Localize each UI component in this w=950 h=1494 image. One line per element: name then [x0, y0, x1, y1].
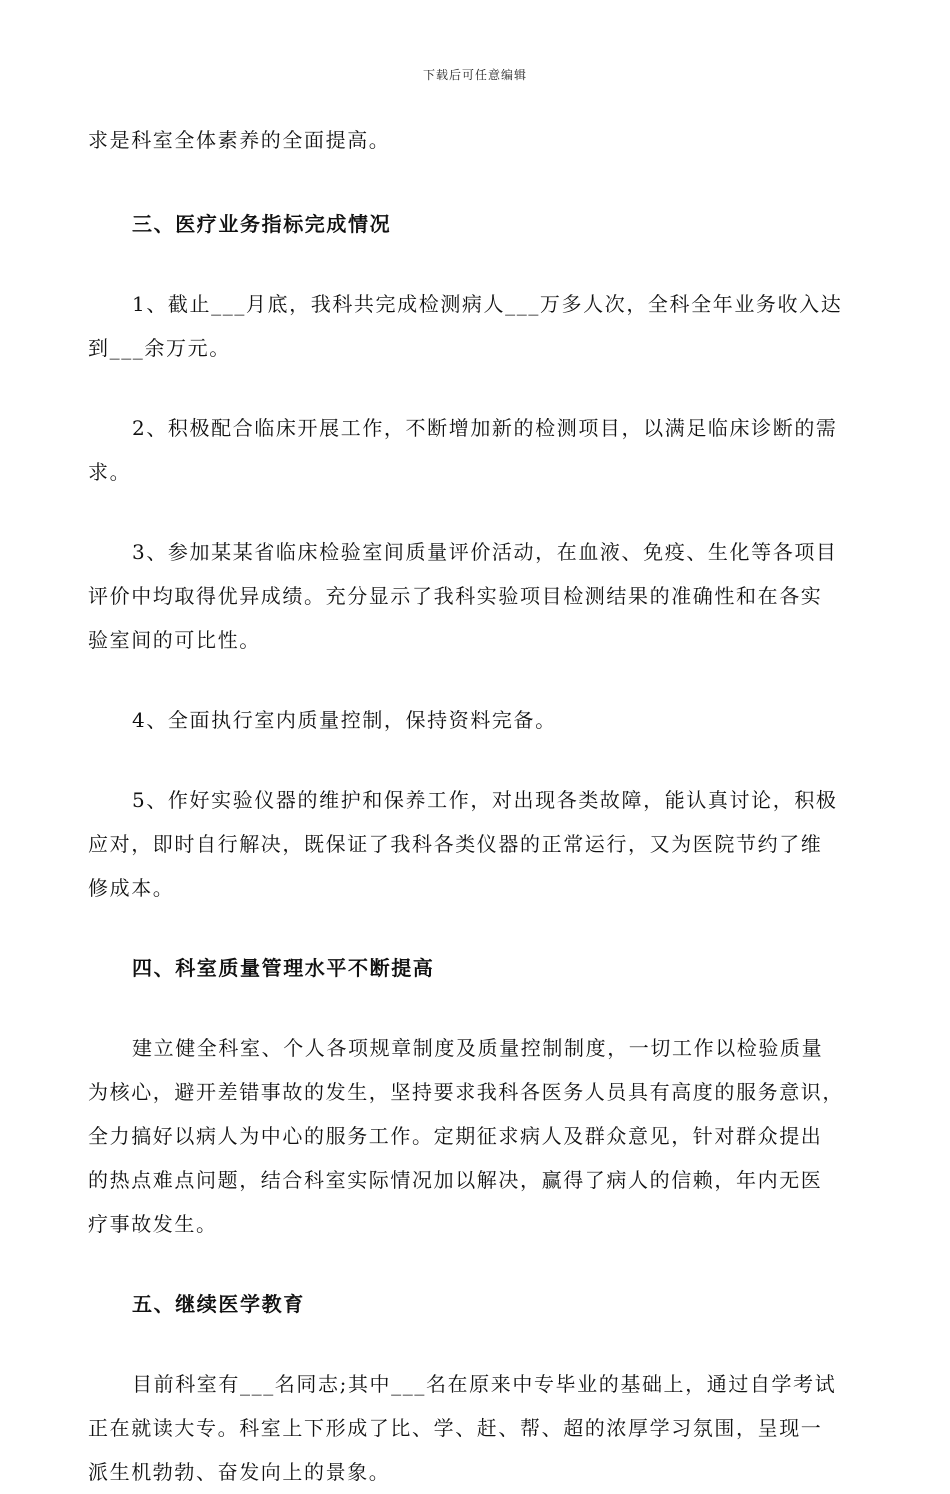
paragraph-line: 为核心，避开差错事故的发生，坚持要求我科各医务人员具有高度的服务意识， — [88, 1080, 844, 1104]
paragraph-line: 修成本。 — [88, 876, 175, 900]
section-3-item-3 — [88, 530, 864, 662]
paragraph-line: 评价中均取得优异成绩。充分显示了我科实验项目检测结果的准确性和在各实 — [88, 584, 823, 608]
paragraph-line: 目前科室有___名同志;其中___名在原来中专毕业的基础上，通过自学考试 — [132, 1372, 837, 1396]
paragraph-line: 建立健全科室、个人各项规章制度及质量控制制度，一切工作以检验质量 — [132, 1036, 824, 1060]
page-header-note: 下载后可任意编辑 — [422, 68, 527, 82]
section-4-paragraph — [88, 1026, 864, 1246]
paragraph-line: 3、参加某某省临床检验室间质量评价活动，在血液、免疫、生化等各项目 — [132, 540, 838, 564]
section-3-item-2 — [88, 406, 864, 494]
paragraph-line: 疗事故发生。 — [88, 1212, 218, 1236]
section-3-item-5 — [88, 778, 864, 910]
paragraph-line: 2、积极配合临床开展工作，不断增加新的检测项目，以满足临床诊断的需 — [132, 416, 838, 440]
paragraph-line: 派生机勃勃、奋发向上的景象。 — [88, 1460, 391, 1484]
section-4-heading: 四、科室质量管理水平不断提高 — [132, 956, 435, 980]
section-5-paragraph — [88, 1362, 864, 1494]
intro-line: 求是科室全体素养的全面提高。 — [88, 128, 391, 152]
section-3-heading: 三、医疗业务指标完成情况 — [132, 212, 392, 236]
paragraph-line: 求。 — [88, 460, 132, 484]
paragraph-line: 正在就读大专。科室上下形成了比、学、赶、帮、超的浓厚学习氛围，呈现一 — [88, 1416, 823, 1440]
paragraph-line: 到___余万元。 — [88, 336, 231, 360]
paragraph-line: 1、截止___月底，我科共完成检测病人___万多人次，全科全年业务收入达 — [132, 292, 843, 316]
paragraph-line: 全力搞好以病人为中心的服务工作。定期征求病人及群众意见，针对群众提出 — [88, 1124, 823, 1148]
paragraph-line: 5、作好实验仪器的维护和保养工作，对出现各类故障，能认真讨论，积极 — [132, 788, 838, 812]
paragraph-line: 的热点难点问题，结合科室实际情况加以解决，赢得了病人的信赖，年内无医 — [88, 1168, 823, 1192]
section-5-heading: 五、继续医学教育 — [132, 1292, 305, 1316]
section-3-item-4 — [88, 698, 864, 742]
paragraph-line: 4、全面执行室内质量控制，保持资料完备。 — [132, 708, 557, 732]
document-body — [88, 118, 864, 1494]
section-3-item-1 — [88, 282, 864, 370]
paragraph-line: 验室间的可比性。 — [88, 628, 261, 652]
paragraph-line: 应对，即时自行解决，既保证了我科各类仪器的正常运行，又为医院节约了维 — [88, 832, 823, 856]
